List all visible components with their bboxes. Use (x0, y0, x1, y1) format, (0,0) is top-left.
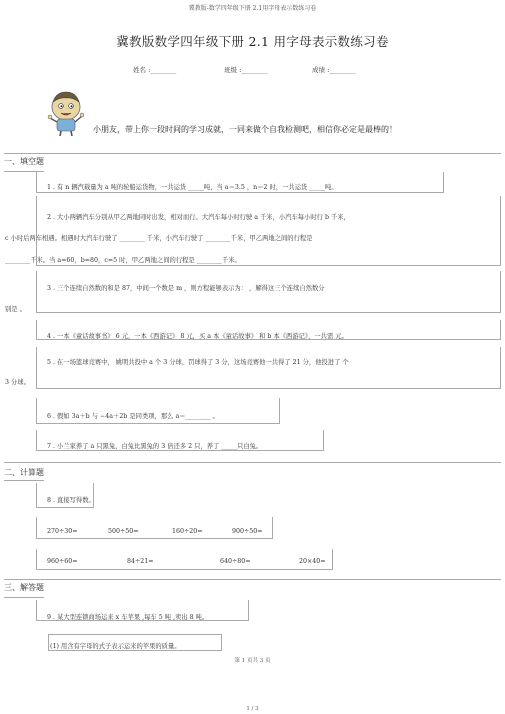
page-number: 1 / 3 (246, 706, 259, 712)
question-8: 8 . 直接写得数。 (47, 497, 95, 504)
page-indicator: 第 1 页共 3 页 (234, 658, 271, 664)
question-2-line-3: ________千米。当 a=60，b=80，c=5 时，甲乙两地之间的行程是 ________千米。 (5, 257, 241, 264)
calc-item: 160÷20= (172, 528, 203, 535)
question-9: 9 . 某大型连锁商场运来 x 车苹果 ,每车 5 吨 ,卖出 8 吨。 (47, 614, 209, 621)
section-underline (4, 597, 44, 598)
question-5-line-2: 3 分球。 (5, 379, 30, 386)
section-calculation-heading: 二、计算题 (4, 468, 44, 477)
question-1: 1 . 有 n 辆汽载量为 a 吨的轮船运货物，一共运货 _____吨，当 a＝3.5 ，n＝2 时，一共运货 _____吨。 (47, 184, 338, 191)
question-7: 7 . 小兰家养了 a 只黑兔，白兔比黑兔的 3 倍还多 2 只，养了 _____只白兔。 (47, 443, 263, 450)
calc-item: 640÷80= (220, 558, 251, 565)
question-9-part-1: (1) 用含有字母的式子表示运来的苹果的质量。 (50, 643, 181, 650)
page-title: 冀教版数学四年级下册 2.1 用字母表示数练习卷 (116, 34, 389, 49)
intro-text: 小朋友，带上你一段时间的学习成就，一同来做个自我检测吧，相信你必定是最棒的！ (93, 125, 397, 134)
calc-item: 500÷50= (108, 528, 139, 535)
running-header: 冀教版-数学四年级下册 2.1用字母表示数练习卷 (188, 5, 317, 12)
question-6: 6 . 假如 3a＋b 与 −4a＋2b 是同类项，那么 a＝________ 。 (47, 413, 219, 420)
section-answer-heading: 三、解答题 (4, 583, 44, 592)
section-fill-blanks-heading: 一、填空题 (4, 157, 44, 166)
calc-item: 20×40= (299, 558, 326, 565)
question-5-line-1: 5 . 在一场篮球竞赛中， 姚明共投中 a 个 3 分球，罚球得了 3 分，这场竞赛他一共得了 21 分，他投进了 个 (47, 359, 349, 366)
question-box (36, 347, 501, 389)
cartoon-boy-illustration (42, 88, 90, 138)
name-field: 姓名 :________ (133, 66, 177, 74)
calc-row-box (36, 549, 333, 570)
calc-item: 84÷21= (127, 558, 154, 565)
section-divider (4, 579, 501, 580)
question-2-line-2: c 小时后两车相遇。相遇时大汽车行驶了 ________ 千米，小汽车行驶了 ________千米，甲乙两地之间的行程是 (5, 235, 313, 242)
calc-item: 900÷50= (232, 528, 263, 535)
question-box (36, 271, 501, 313)
calc-item: 270÷30= (47, 528, 78, 535)
score-field: 成绩 :________ (312, 66, 356, 74)
section-divider (4, 153, 501, 154)
class-field: 班级 :________ (224, 66, 268, 74)
question-3-line-1: 3 . 三个连续自然数的和是 87，中间一个数是 m ，则方程能够表示为： ，解得这三个连续自然数分 (47, 285, 325, 292)
section-underline (4, 480, 44, 481)
calc-item: 960÷60= (47, 558, 78, 565)
question-4: 4 . 一本《童话故事书》 6 元，一本《西游记》 8 元，买 a 本《童话故事》 和 b 本《西游记》，一共需 元。 (47, 333, 348, 340)
question-2-line-1: 2 . 大小两辆汽车分别从甲乙两地同时出发，相对而行。大汽车每小时行驶 a 千米，小汽车每小时行 b 千米， (47, 214, 350, 221)
section-divider (4, 462, 501, 463)
question-3-line-2: 别是 。 (5, 306, 26, 313)
